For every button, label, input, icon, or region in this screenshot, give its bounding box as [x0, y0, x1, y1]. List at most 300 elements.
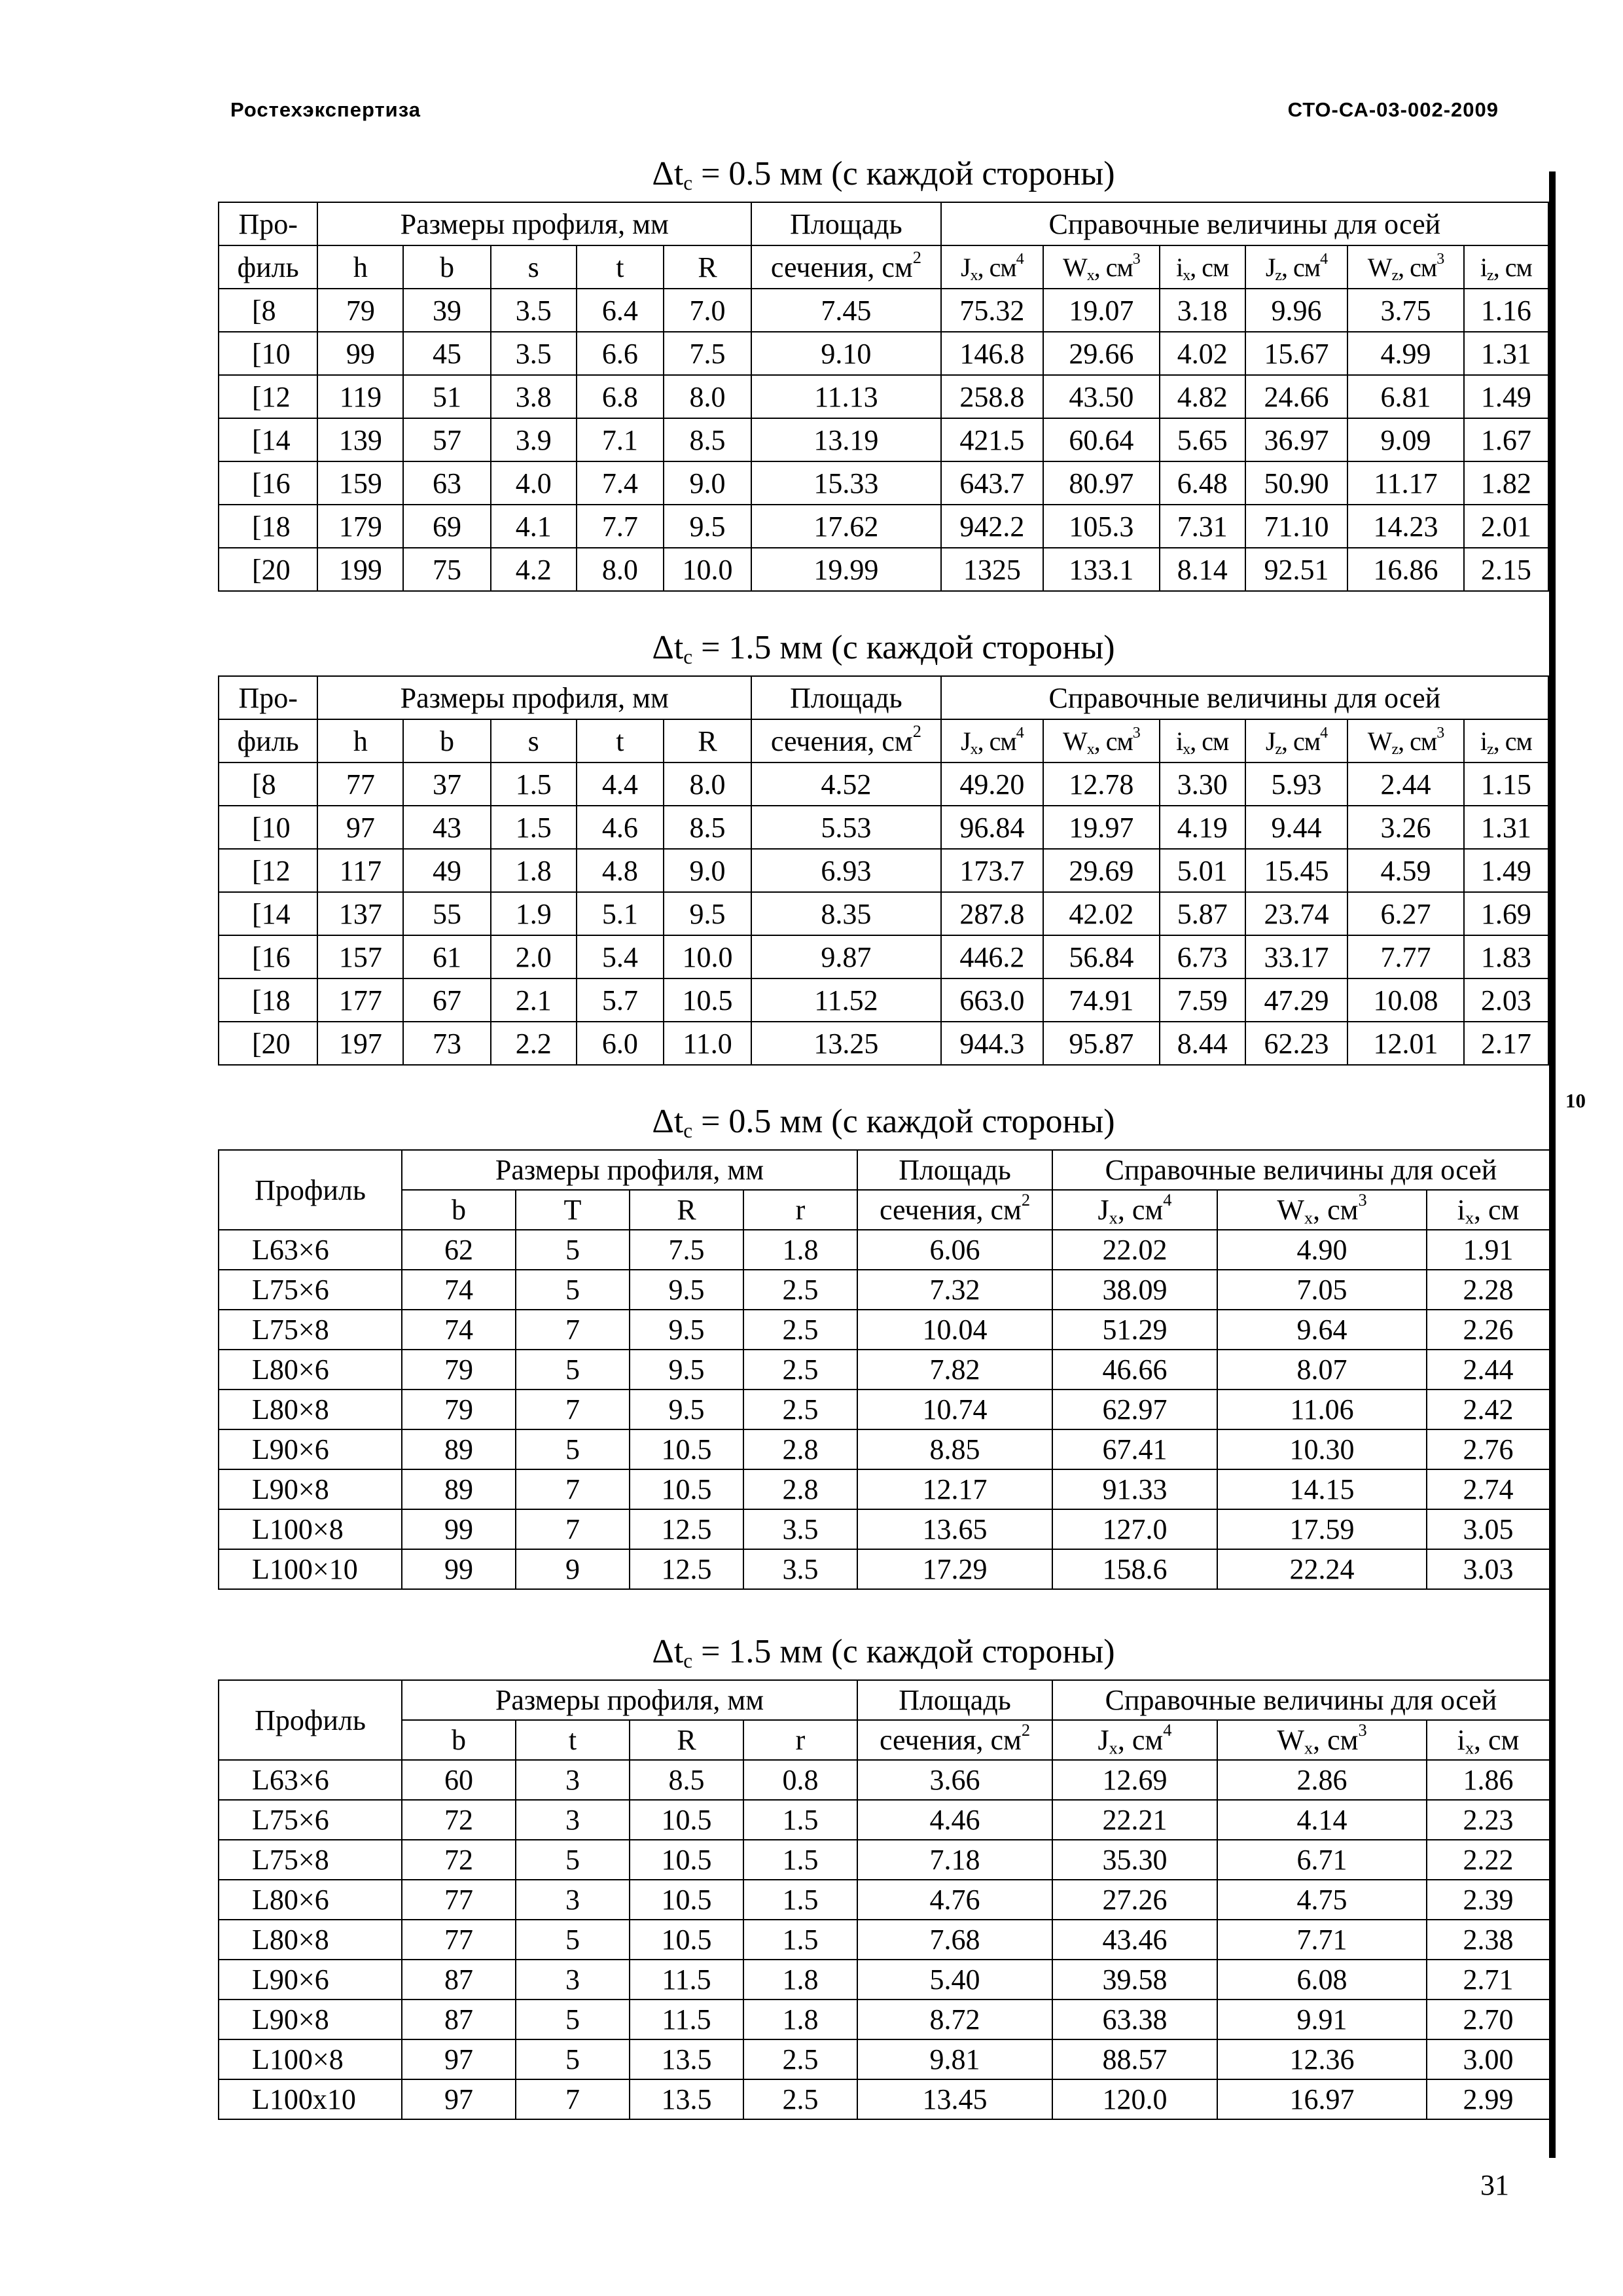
value-cell: 4.8 — [577, 849, 664, 892]
section-channel-0-5 — [218, 157, 1549, 592]
value-cell: 87 — [402, 1960, 516, 2000]
page-number: 31 — [1480, 2169, 1509, 2201]
value-cell: 91.33 — [1052, 1469, 1217, 1509]
ref-col-header: $J_x$, $см^4$ — [1052, 1720, 1217, 1760]
value-cell: 62 — [402, 1230, 516, 1270]
profile-cell: [12 — [219, 849, 317, 892]
value-cell: 4.76 — [857, 1880, 1052, 1920]
value-cell: 2.5 — [743, 1270, 857, 1310]
value-cell: 10.0 — [664, 935, 751, 978]
value-cell: 42.02 — [1043, 892, 1160, 935]
profile-cell: [14 — [219, 892, 317, 935]
value-cell: 9.5 — [630, 1390, 743, 1429]
value-cell: 9 — [516, 1549, 630, 1589]
value-cell: 12.01 — [1347, 1022, 1464, 1065]
value-cell: 2.01 — [1464, 505, 1548, 548]
profile-cell: [8 — [219, 289, 317, 332]
value-cell: 79 — [317, 289, 403, 332]
value-cell: 10.5 — [630, 1429, 743, 1469]
value-cell: 63 — [403, 461, 490, 505]
value-cell: 11.13 — [751, 375, 941, 418]
value-cell: 10.04 — [857, 1310, 1052, 1350]
value-cell: 2.5 — [743, 2079, 857, 2119]
reference-group-header: Справочные величины для осей — [1052, 1680, 1550, 1720]
value-cell: 2.99 — [1427, 2079, 1550, 2119]
value-cell: 11.52 — [751, 978, 941, 1022]
value-cell: 5 — [516, 1270, 630, 1310]
value-cell: 2.5 — [743, 1390, 857, 1429]
dim-col-header: t — [516, 1720, 630, 1760]
value-cell: 22.21 — [1052, 1800, 1217, 1840]
ref-col-header: $i_x$, см — [1160, 719, 1245, 762]
value-cell: 17.59 — [1217, 1509, 1427, 1549]
section-title: $\Delta t_c = 0.5$ мм (с каждой стороны) — [652, 1103, 1115, 1142]
profile-cell: [8 — [219, 762, 317, 806]
value-cell: 55 — [403, 892, 490, 935]
dimensions-group-header: Размеры профиля, мм — [402, 1680, 857, 1720]
value-cell: 1.86 — [1427, 1760, 1550, 1800]
profile-cell: L63×6 — [219, 1760, 402, 1800]
area-header-top: Площадь — [857, 1150, 1052, 1190]
value-cell: 22.24 — [1217, 1549, 1427, 1589]
value-cell: 88.57 — [1052, 2039, 1217, 2079]
section-channel-1-5 — [218, 631, 1549, 1066]
value-cell: 7.32 — [857, 1270, 1052, 1310]
value-cell: 7 — [516, 1390, 630, 1429]
value-cell: 157 — [317, 935, 403, 978]
table-row — [219, 1022, 1548, 1065]
ref-col-header: $W_z$, $см^3$ — [1347, 719, 1464, 762]
value-cell: 117 — [317, 849, 403, 892]
header-organization: Ростехэкспертиза — [230, 98, 421, 121]
value-cell: 3.30 — [1160, 762, 1245, 806]
dim-col-header: r — [743, 1720, 857, 1760]
value-cell: 2.42 — [1427, 1390, 1550, 1429]
value-cell: 1.16 — [1464, 289, 1548, 332]
profile-cell: L75×8 — [219, 1310, 402, 1350]
value-cell: 14.23 — [1347, 505, 1464, 548]
value-cell: 39 — [403, 289, 490, 332]
value-cell: 79 — [402, 1390, 516, 1429]
value-cell: 3.5 — [743, 1549, 857, 1589]
dimensions-group-header: Размеры профиля, мм — [402, 1150, 857, 1190]
ref-col-header: $W_x$, $см^3$ — [1043, 719, 1160, 762]
value-cell: 12.17 — [857, 1469, 1052, 1509]
value-cell: 29.69 — [1043, 849, 1160, 892]
value-cell: 80.97 — [1043, 461, 1160, 505]
table-row — [219, 1960, 1550, 2000]
value-cell: 7 — [516, 1310, 630, 1350]
value-cell: 29.66 — [1043, 332, 1160, 375]
value-cell: 38.09 — [1052, 1270, 1217, 1310]
value-cell: 6.81 — [1347, 375, 1464, 418]
value-cell: 10.5 — [664, 978, 751, 1022]
value-cell: 7 — [516, 1469, 630, 1509]
ref-col-header: $W_x$, $см^3$ — [1217, 1720, 1427, 1760]
profile-cell: L100×8 — [219, 2039, 402, 2079]
value-cell: 1.15 — [1464, 762, 1548, 806]
value-cell: 4.99 — [1347, 332, 1464, 375]
value-cell: 7.1 — [577, 418, 664, 461]
value-cell: 1.31 — [1464, 332, 1548, 375]
value-cell: 5 — [516, 1350, 630, 1390]
value-cell: 8.72 — [857, 2000, 1052, 2039]
value-cell: 49.20 — [941, 762, 1043, 806]
value-cell: 2.15 — [1464, 548, 1548, 591]
value-cell: 643.7 — [941, 461, 1043, 505]
dim-col-header: b — [402, 1190, 516, 1230]
value-cell: 105.3 — [1043, 505, 1160, 548]
value-cell: 1.9 — [491, 892, 577, 935]
value-cell: 49 — [403, 849, 490, 892]
value-cell: 12.5 — [630, 1549, 743, 1589]
value-cell: 97 — [402, 2039, 516, 2079]
ref-col-header: $i_x$, см — [1427, 1720, 1550, 1760]
value-cell: 99 — [402, 1509, 516, 1549]
value-cell: 8.07 — [1217, 1350, 1427, 1390]
profile-cell: [20 — [219, 548, 317, 591]
value-cell: 15.33 — [751, 461, 941, 505]
value-cell: 6.71 — [1217, 1840, 1427, 1880]
value-cell: 11.5 — [630, 1960, 743, 2000]
value-cell: 57 — [403, 418, 490, 461]
value-cell: 4.90 — [1217, 1230, 1427, 1270]
value-cell: 179 — [317, 505, 403, 548]
value-cell: 51 — [403, 375, 490, 418]
value-cell: 12.78 — [1043, 762, 1160, 806]
value-cell: 1.8 — [491, 849, 577, 892]
value-cell: 43.46 — [1052, 1920, 1217, 1960]
value-cell: 1.8 — [743, 1230, 857, 1270]
channel-table — [218, 202, 1549, 592]
value-cell: 421.5 — [941, 418, 1043, 461]
value-cell: 3 — [516, 1880, 630, 1920]
value-cell: 197 — [317, 1022, 403, 1065]
profile-cell: L100×10 — [219, 1549, 402, 1589]
value-cell: 95.87 — [1043, 1022, 1160, 1065]
ref-col-header: $J_x$, $см^4$ — [941, 245, 1043, 289]
profile-cell: [18 — [219, 978, 317, 1022]
value-cell: 50.90 — [1245, 461, 1347, 505]
value-cell: 1.5 — [743, 1880, 857, 1920]
value-cell: 3.9 — [491, 418, 577, 461]
value-cell: 9.5 — [630, 1270, 743, 1310]
value-cell: 6.93 — [751, 849, 941, 892]
value-cell: 11.06 — [1217, 1390, 1427, 1429]
value-cell: 5 — [516, 1920, 630, 1960]
value-cell: 7.71 — [1217, 1920, 1427, 1960]
value-cell: 9.91 — [1217, 2000, 1427, 2039]
value-cell: 60 — [402, 1760, 516, 1800]
value-cell: 5.7 — [577, 978, 664, 1022]
value-cell: 16.97 — [1217, 2079, 1427, 2119]
value-cell: 4.59 — [1347, 849, 1464, 892]
value-cell: 63.38 — [1052, 2000, 1217, 2039]
value-cell: 71.10 — [1245, 505, 1347, 548]
value-cell: 2.23 — [1427, 1800, 1550, 1840]
value-cell: 1.5 — [743, 1840, 857, 1880]
value-cell: 944.3 — [941, 1022, 1043, 1065]
value-cell: 8.0 — [577, 548, 664, 591]
section-title: $\Delta t_c = 0.5$ мм (с каждой стороны) — [652, 155, 1115, 194]
value-cell: 17.29 — [857, 1549, 1052, 1589]
value-cell: 173.7 — [941, 849, 1043, 892]
reference-group-header: Справочные величины для осей — [941, 676, 1548, 719]
table-row — [219, 332, 1548, 375]
value-cell: 67 — [403, 978, 490, 1022]
value-cell: 4.6 — [577, 806, 664, 849]
value-cell: 4.46 — [857, 1800, 1052, 1840]
reference-group-header: Справочные величины для осей — [1052, 1150, 1550, 1190]
value-cell: 1.69 — [1464, 892, 1548, 935]
value-cell: 56.84 — [1043, 935, 1160, 978]
value-cell: 287.8 — [941, 892, 1043, 935]
table-row — [219, 548, 1548, 591]
value-cell: 4.82 — [1160, 375, 1245, 418]
value-cell: 13.25 — [751, 1022, 941, 1065]
table-row — [219, 505, 1548, 548]
value-cell: 10.0 — [664, 548, 751, 591]
value-cell: 17.62 — [751, 505, 941, 548]
value-cell: 8.35 — [751, 892, 941, 935]
value-cell: 0.8 — [743, 1760, 857, 1800]
dim-col-header: T — [516, 1190, 630, 1230]
value-cell: 7.68 — [857, 1920, 1052, 1960]
value-cell: 9.0 — [664, 849, 751, 892]
table-row — [219, 2079, 1550, 2119]
value-cell: 7.18 — [857, 1840, 1052, 1880]
value-cell: 2.74 — [1427, 1469, 1550, 1509]
value-cell: 7.82 — [857, 1350, 1052, 1390]
ref-col-header: $i_z$, см — [1464, 719, 1548, 762]
profile-header: Профиль — [219, 1150, 402, 1230]
value-cell: 7.5 — [630, 1230, 743, 1270]
value-cell: 2.86 — [1217, 1760, 1427, 1800]
value-cell: 5 — [516, 1429, 630, 1469]
value-cell: 6.48 — [1160, 461, 1245, 505]
value-cell: 1.8 — [743, 1960, 857, 2000]
value-cell: 2.17 — [1464, 1022, 1548, 1065]
value-cell: 10.74 — [857, 1390, 1052, 1429]
value-cell: 6.73 — [1160, 935, 1245, 978]
profile-cell: L90×6 — [219, 1960, 402, 2000]
value-cell: 4.02 — [1160, 332, 1245, 375]
value-cell: 9.64 — [1217, 1310, 1427, 1350]
value-cell: 139 — [317, 418, 403, 461]
value-cell: 2.22 — [1427, 1840, 1550, 1880]
value-cell: 4.0 — [491, 461, 577, 505]
value-cell: 15.67 — [1245, 332, 1347, 375]
value-cell: 2.44 — [1427, 1350, 1550, 1390]
table-row — [219, 762, 1548, 806]
table-row — [219, 1840, 1550, 1880]
value-cell: 119 — [317, 375, 403, 418]
value-cell: 37 — [403, 762, 490, 806]
value-cell: 13.19 — [751, 418, 941, 461]
value-cell: 6.27 — [1347, 892, 1464, 935]
value-cell: 89 — [402, 1429, 516, 1469]
profile-cell: L75×8 — [219, 1840, 402, 1880]
value-cell: 3 — [516, 1760, 630, 1800]
table-row — [219, 1310, 1550, 1350]
margin-number: 10 — [1565, 1089, 1586, 1112]
table-row — [219, 892, 1548, 935]
ref-col-header: $i_x$, см — [1160, 245, 1245, 289]
table-row — [219, 1920, 1550, 1960]
value-cell: 5.40 — [857, 1960, 1052, 2000]
value-cell: 9.81 — [857, 2039, 1052, 2079]
area-header-top: Площадь — [751, 676, 941, 719]
value-cell: 9.96 — [1245, 289, 1347, 332]
dim-col-header: s — [491, 245, 577, 289]
profile-cell: L80×8 — [219, 1390, 402, 1429]
dim-col-header: h — [317, 245, 403, 289]
profile-cell: L80×6 — [219, 1350, 402, 1390]
dim-col-header: R — [630, 1720, 743, 1760]
value-cell: 3.66 — [857, 1760, 1052, 1800]
profile-cell: L80×8 — [219, 1920, 402, 1960]
value-cell: 19.97 — [1043, 806, 1160, 849]
value-cell: 8.85 — [857, 1429, 1052, 1469]
table-row — [219, 806, 1548, 849]
section-title: $\Delta t_c = 1.5$ мм (с каждой стороны) — [652, 629, 1115, 668]
profile-header: Профиль — [219, 1680, 402, 1760]
value-cell: 2.0 — [491, 935, 577, 978]
value-cell: 7.5 — [664, 332, 751, 375]
dim-col-header: s — [491, 719, 577, 762]
value-cell: 7.4 — [577, 461, 664, 505]
table-row — [219, 1350, 1550, 1390]
value-cell: 10.5 — [630, 1800, 743, 1840]
value-cell: 15.45 — [1245, 849, 1347, 892]
angle-table — [218, 1149, 1550, 1590]
value-cell: 9.5 — [664, 505, 751, 548]
table-row — [219, 1469, 1550, 1509]
value-cell: 62.23 — [1245, 1022, 1347, 1065]
value-cell: 663.0 — [941, 978, 1043, 1022]
dimensions-group-header: Размеры профиля, мм — [317, 202, 751, 245]
value-cell: 1.31 — [1464, 806, 1548, 849]
value-cell: 11.17 — [1347, 461, 1464, 505]
value-cell: 1.82 — [1464, 461, 1548, 505]
value-cell: 11.5 — [630, 2000, 743, 2039]
value-cell: 3 — [516, 1960, 630, 2000]
value-cell: 8.5 — [630, 1760, 743, 1800]
value-cell: 6.6 — [577, 332, 664, 375]
value-cell: 9.44 — [1245, 806, 1347, 849]
area-header-bottom: сечения, $см^2$ — [751, 719, 941, 762]
value-cell: 8.5 — [664, 806, 751, 849]
value-cell: 5.65 — [1160, 418, 1245, 461]
value-cell: 2.8 — [743, 1429, 857, 1469]
value-cell: 3.75 — [1347, 289, 1464, 332]
value-cell: 258.8 — [941, 375, 1043, 418]
table-row — [219, 461, 1548, 505]
value-cell: 7.45 — [751, 289, 941, 332]
value-cell: 5 — [516, 2000, 630, 2039]
value-cell: 7.05 — [1217, 1270, 1427, 1310]
value-cell: 6.8 — [577, 375, 664, 418]
value-cell: 1.5 — [491, 762, 577, 806]
value-cell: 1.91 — [1427, 1230, 1550, 1270]
value-cell: 2.5 — [743, 1350, 857, 1390]
value-cell: 7.7 — [577, 505, 664, 548]
dim-col-header: R — [664, 245, 751, 289]
value-cell: 8.0 — [664, 375, 751, 418]
table-row — [219, 1760, 1550, 1800]
value-cell: 2.03 — [1464, 978, 1548, 1022]
value-cell: 1.67 — [1464, 418, 1548, 461]
value-cell: 16.86 — [1347, 548, 1464, 591]
value-cell: 446.2 — [941, 935, 1043, 978]
value-cell: 97 — [402, 2079, 516, 2119]
value-cell: 2.5 — [743, 1310, 857, 1350]
value-cell: 69 — [403, 505, 490, 548]
value-cell: 1325 — [941, 548, 1043, 591]
value-cell: 5.01 — [1160, 849, 1245, 892]
value-cell: 75 — [403, 548, 490, 591]
ref-col-header: $i_z$, см — [1464, 245, 1548, 289]
value-cell: 137 — [317, 892, 403, 935]
value-cell: 12.69 — [1052, 1760, 1217, 1800]
value-cell: 7 — [516, 1509, 630, 1549]
value-cell: 14.15 — [1217, 1469, 1427, 1509]
value-cell: 5.93 — [1245, 762, 1347, 806]
value-cell: 4.4 — [577, 762, 664, 806]
profile-cell: [12 — [219, 375, 317, 418]
value-cell: 2.76 — [1427, 1429, 1550, 1469]
value-cell: 1.5 — [743, 1800, 857, 1840]
value-cell: 2.39 — [1427, 1880, 1550, 1920]
ref-col-header: $W_z$, $см^3$ — [1347, 245, 1464, 289]
dim-col-header: R — [664, 719, 751, 762]
value-cell: 9.5 — [630, 1310, 743, 1350]
value-cell: 4.2 — [491, 548, 577, 591]
ref-col-header: $J_z$, $см^4$ — [1245, 719, 1347, 762]
value-cell: 33.17 — [1245, 935, 1347, 978]
area-header-top: Площадь — [857, 1680, 1052, 1720]
value-cell: 67.41 — [1052, 1429, 1217, 1469]
ref-col-header: $W_x$, $см^3$ — [1217, 1190, 1427, 1230]
profile-cell: L90×6 — [219, 1429, 402, 1469]
value-cell: 72 — [402, 1800, 516, 1840]
table-row — [219, 1509, 1550, 1549]
value-cell: 177 — [317, 978, 403, 1022]
value-cell: 89 — [402, 1469, 516, 1509]
value-cell: 97 — [317, 806, 403, 849]
value-cell: 77 — [402, 1880, 516, 1920]
value-cell: 9.5 — [664, 892, 751, 935]
value-cell: 8.44 — [1160, 1022, 1245, 1065]
value-cell: 46.66 — [1052, 1350, 1217, 1390]
value-cell: 2.44 — [1347, 762, 1464, 806]
value-cell: 5 — [516, 1230, 630, 1270]
value-cell: 1.49 — [1464, 375, 1548, 418]
dim-col-header: b — [403, 719, 490, 762]
value-cell: 4.1 — [491, 505, 577, 548]
value-cell: 61 — [403, 935, 490, 978]
dim-col-header: h — [317, 719, 403, 762]
value-cell: 7.77 — [1347, 935, 1464, 978]
value-cell: 12.36 — [1217, 2039, 1427, 2079]
channel-table — [218, 675, 1549, 1066]
profile-cell: L80×6 — [219, 1880, 402, 1920]
dim-col-header: b — [403, 245, 490, 289]
value-cell: 3.5 — [491, 332, 577, 375]
value-cell: 2.2 — [491, 1022, 577, 1065]
value-cell: 12.5 — [630, 1509, 743, 1549]
value-cell: 2.71 — [1427, 1960, 1550, 2000]
